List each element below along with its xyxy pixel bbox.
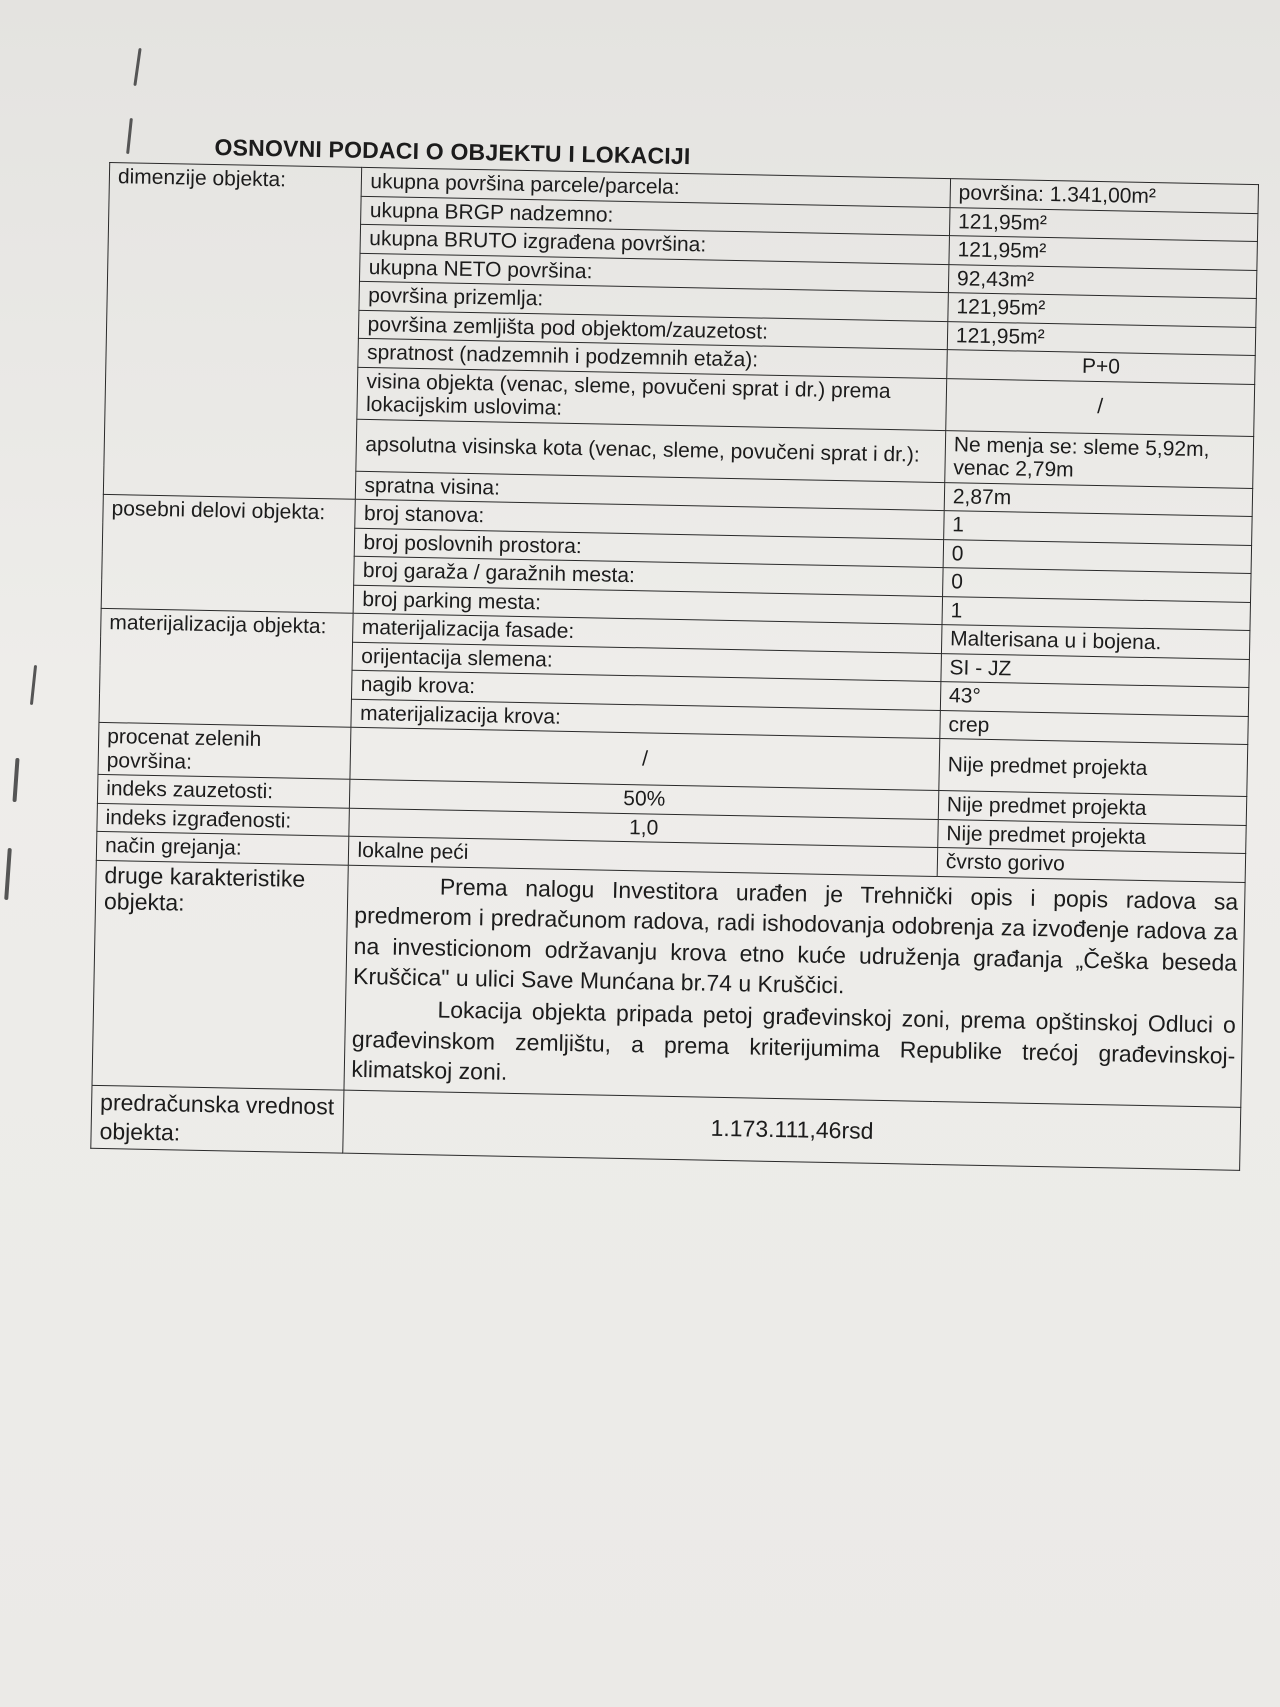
group-label: indeks izgrađenosti: bbox=[97, 803, 350, 836]
page-title: OSNOVNI PODACI O OBJEKTU I LOKACIJI bbox=[214, 134, 691, 170]
row-value: čvrsto gorivo bbox=[937, 848, 1246, 882]
margin-mark bbox=[133, 48, 141, 86]
row-label: materijalizacija fasade: bbox=[353, 614, 942, 654]
row-value: crep bbox=[940, 710, 1249, 744]
group-label: druge karakteristike objekta: bbox=[92, 860, 349, 1090]
row-value: 121,95m² bbox=[947, 321, 1256, 355]
row-value: Ne menja se: sleme 5,92m, venac 2,79m bbox=[945, 430, 1254, 488]
row-value: Malterisana u i bojena. bbox=[941, 625, 1250, 659]
row-value: P+0 bbox=[947, 350, 1256, 384]
table-row bbox=[92, 860, 1245, 1108]
row-label: broj garaža / garažnih mesta: bbox=[354, 556, 943, 596]
row-value: 121,95m² bbox=[949, 236, 1258, 270]
row-value: 0 bbox=[943, 539, 1252, 573]
margin-mark bbox=[126, 118, 133, 154]
row-value: SI - JZ bbox=[941, 653, 1250, 687]
row-label: ukupna površina parcele/parcela: bbox=[362, 167, 951, 207]
margin-mark bbox=[12, 758, 19, 802]
description-paragraph: Prema nalogu Investitora urađen je Trehnički opis i popis radova sa predmerom i predračunom radova, radi ishodovanja odobrenja za izvođenje radova za na investicionom održavanju krova etno kuće udruženja građanja „Češka beseda Kruščica" u ulici Save Munćana br.74 u Kruščici. bbox=[352, 873, 1239, 999]
document bbox=[99, 122, 1280, 1146]
total-value: 1.173.111,46rsd bbox=[343, 1091, 1241, 1171]
row-value: Nije predmet projekta bbox=[938, 819, 1247, 853]
row-value: 1 bbox=[942, 596, 1251, 630]
row-label: nagib krova: bbox=[352, 671, 941, 711]
row-label: broj poslovnih prostora: bbox=[355, 528, 944, 568]
margin-mark bbox=[30, 665, 37, 705]
row-value: Nije predmet projekta bbox=[938, 791, 1247, 825]
group-label: način grejanja: bbox=[96, 832, 349, 865]
group-label: indeks zauzetosti: bbox=[97, 775, 350, 808]
row-value: 92,43m² bbox=[948, 264, 1257, 298]
row-label: ukupna NETO površina: bbox=[360, 253, 949, 293]
description-cell bbox=[344, 865, 1245, 1108]
row-middle: lokalne peći bbox=[349, 837, 938, 877]
row-value: 1 bbox=[944, 511, 1253, 545]
object-data-table bbox=[90, 162, 1259, 1171]
group-label: procenat zelenih površina: bbox=[98, 723, 351, 780]
row-middle: 50% bbox=[350, 780, 939, 820]
row-label: spratnost (nadzemnih i podzemnih etaža): bbox=[358, 338, 947, 378]
description-paragraph: Lokacija objekta pripada petoj građevinskoj zoni, prema opštinskoj Odluci o građevinskom zemljištu, a prema kriterijumima Republike trećoj građevinskoj-klimatskoj zoni. bbox=[351, 996, 1237, 1085]
row-label: orijentacija slemena: bbox=[352, 642, 941, 682]
row-value: / bbox=[946, 378, 1255, 436]
group-label: materijalizacija objekta: bbox=[99, 609, 354, 728]
group-label: dimenzije objekta: bbox=[103, 163, 362, 500]
row-label: apsolutna visinska kota (venac, sleme, povučeni sprat i dr.): bbox=[356, 419, 945, 482]
row-value: 43° bbox=[940, 682, 1249, 716]
row-label: ukupna BRUTO izgrađena površina: bbox=[361, 224, 950, 264]
row-label: površina zemljišta pod objektom/zauzetost: bbox=[359, 310, 948, 350]
row-label: materijalizacija krova: bbox=[351, 699, 940, 739]
group-label: posebni delovi objekta: bbox=[101, 495, 356, 614]
margin-mark bbox=[4, 848, 12, 900]
row-label: visina objekta (venac, sleme, povučeni sprat i dr.) prema lokacijskim uslovima: bbox=[357, 367, 946, 430]
row-value: 121,95m² bbox=[948, 293, 1257, 327]
row-label: broj parking mesta: bbox=[354, 585, 943, 625]
row-label: površina prizemlja: bbox=[359, 281, 948, 321]
row-label: broj stanova: bbox=[355, 499, 944, 539]
row-value: 2,87m bbox=[944, 482, 1253, 516]
row-value: 121,95m² bbox=[949, 207, 1258, 241]
row-value: površina: 1.341,00m² bbox=[950, 179, 1259, 213]
row-value: 0 bbox=[942, 568, 1251, 602]
row-value: Nije predmet projekta bbox=[939, 739, 1248, 797]
row-label: ukupna BRGP nadzemno: bbox=[361, 196, 950, 236]
group-label: predračunska vrednost objekta: bbox=[91, 1086, 345, 1153]
row-middle: 1,0 bbox=[349, 808, 938, 848]
row-middle: / bbox=[350, 728, 939, 791]
row-label: spratna visina: bbox=[356, 471, 945, 511]
